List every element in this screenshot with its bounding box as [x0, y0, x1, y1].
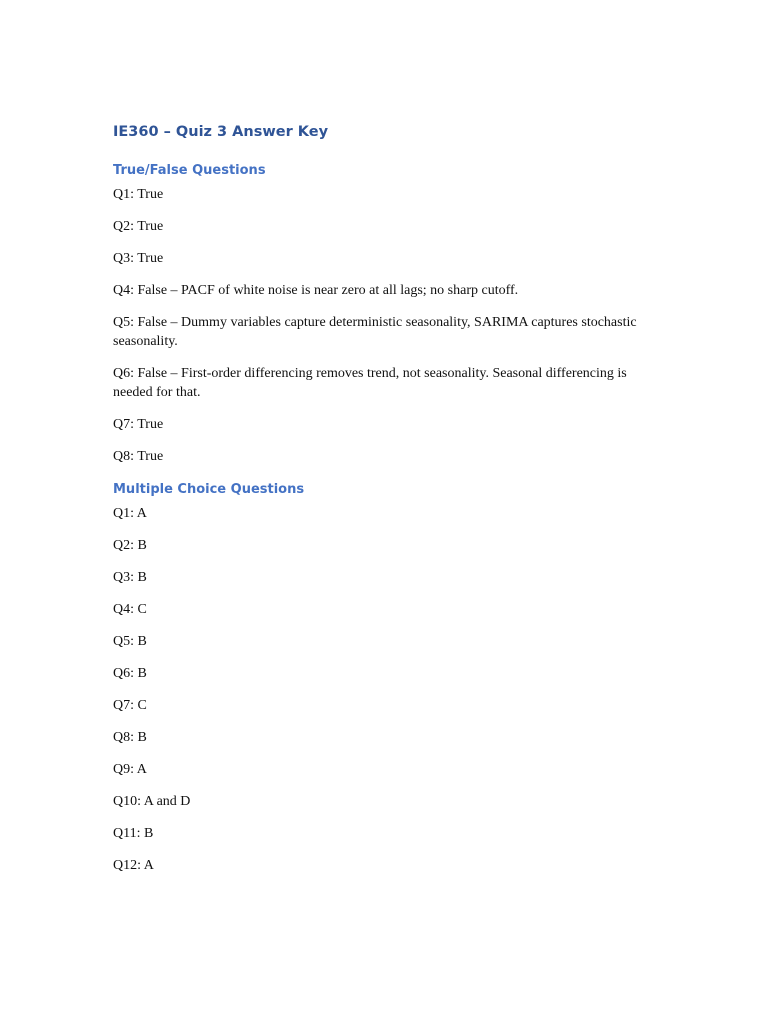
mc-answer-q4: Q4: C	[113, 602, 147, 617]
mc-answer-q10: Q10: A and D	[113, 794, 191, 809]
tf-answer-q3: Q3: True	[113, 251, 164, 266]
mc-answer-q11: Q11: B	[113, 826, 154, 841]
document-title: IE360 – Quiz 3 Answer Key	[113, 124, 329, 140]
tf-answer-q2: Q2: True	[113, 219, 164, 234]
mc-answer-q8: Q8: B	[113, 730, 147, 745]
mc-answer-q3: Q3: B	[113, 570, 147, 585]
tf-answer-q8: Q8: True	[113, 449, 164, 464]
mc-answer-q12: Q12: A	[113, 858, 154, 873]
mc-answer-q7: Q7: C	[113, 698, 147, 713]
tf-answer-q4: Q4: False – PACF of white noise is near zero at all lags; no sharp cutoff.	[113, 283, 519, 298]
tf-answer-q5: Q5: False – Dummy variables capture deterministic seasonality, SARIMA captures stochastic seasonality.	[113, 315, 637, 349]
tf-answer-q1: Q1: True	[113, 187, 164, 202]
mc-answer-q2: Q2: B	[113, 538, 147, 553]
mc-answer-q5: Q5: B	[113, 634, 147, 649]
multiple-choice-heading: Multiple Choice Questions	[113, 482, 305, 497]
tf-answer-q6: Q6: False – First-order differencing removes trend, not seasonality. Seasonal differencing is needed for that.	[113, 366, 627, 400]
mc-answer-q1: Q1: A	[113, 506, 147, 521]
mc-answer-q6: Q6: B	[113, 666, 147, 681]
mc-answer-q9: Q9: A	[113, 762, 147, 777]
true-false-heading: True/False Questions	[113, 163, 266, 178]
tf-answer-q7: Q7: True	[113, 417, 164, 432]
